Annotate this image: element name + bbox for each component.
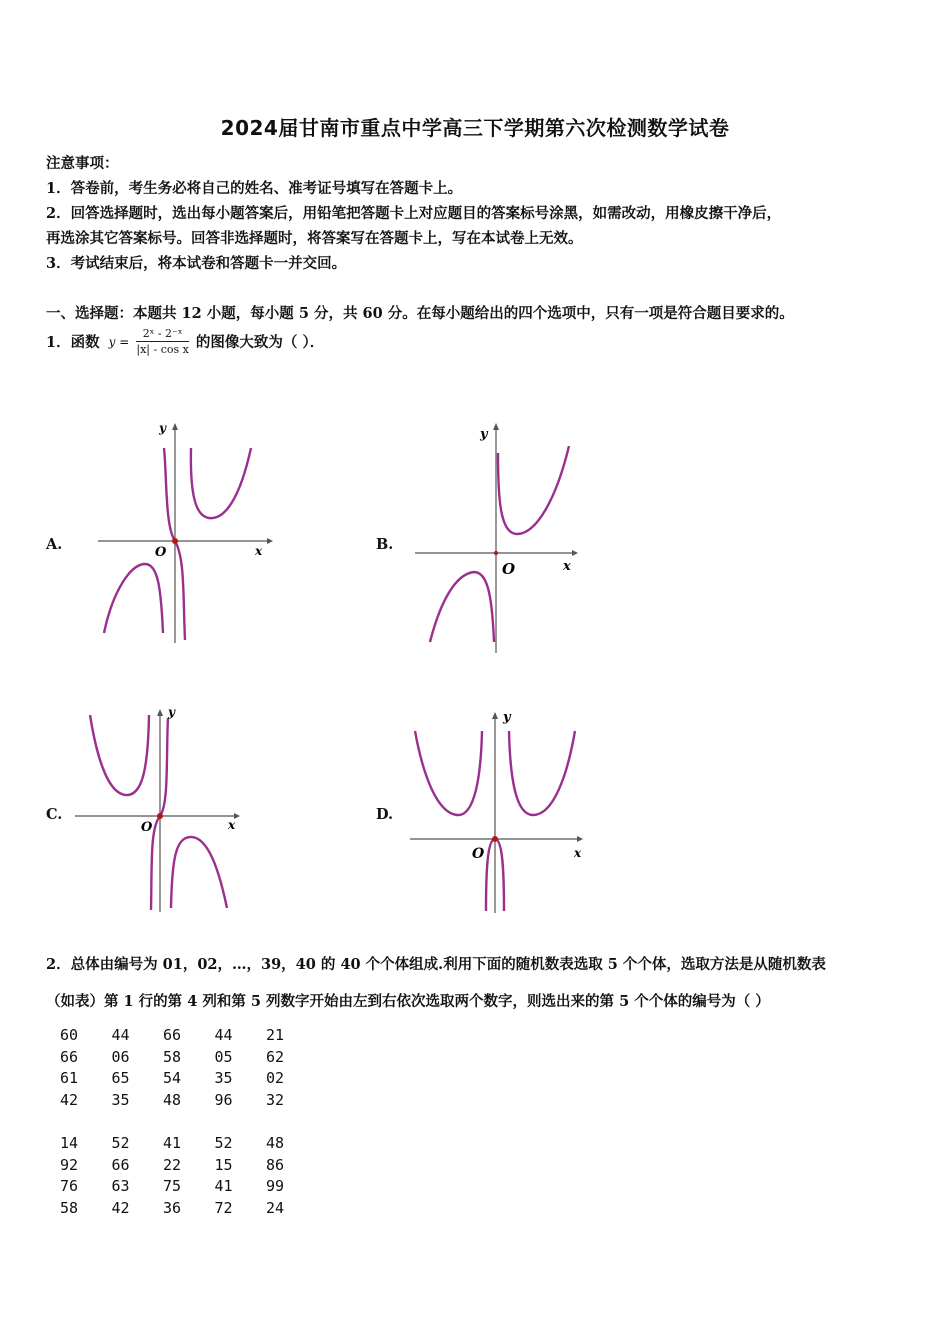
q1-function-fraction [136, 327, 188, 356]
random-cell: 52 [111, 1134, 130, 1152]
random-cell: 15 [214, 1155, 233, 1174]
random-cell: 21 [266, 1026, 285, 1044]
random-cell: 96 [214, 1090, 233, 1109]
graph-b-origin-label: O [502, 560, 516, 578]
question-1 [46, 327, 324, 356]
graph-c-y-label: y [168, 705, 175, 719]
note-item-1: 1．答卷前，考生务必将自己的姓名、准考证号填写在答题卡上。 [46, 180, 463, 197]
random-table-row [60, 1048, 318, 1070]
section-heading: 一、选择题：本题共 12 小题，每小题 5 分，共 60 分。在每小题给出的四个选项中，只有一项是符合题目要求的。 [46, 305, 794, 322]
graph-c-origin-label: O [141, 820, 153, 835]
q1-suffix: 的图像大致为（ ）． [195, 334, 325, 351]
graph-d-x-label: x [574, 846, 582, 860]
random-cell: 35 [214, 1069, 233, 1088]
random-cell: 02 [266, 1069, 285, 1088]
graph-d-origin-label: O [472, 846, 485, 862]
random-cell: 86 [266, 1155, 285, 1174]
random-cell: 62 [266, 1047, 285, 1066]
graph-option-d [405, 705, 590, 920]
random-cell: 42 [60, 1090, 79, 1109]
random-cell: 42 [111, 1198, 130, 1217]
note-item-2-cont: 再选涂其它答案标号。回答非选择题时，将答案写在答题卡上，写在本试卷上无效。 [46, 230, 583, 247]
q1-prefix: 1．函数 [46, 334, 100, 351]
random-cell: 66 [111, 1155, 130, 1174]
random-cell: 44 [111, 1026, 130, 1044]
graph-a-y-label: y [159, 421, 166, 435]
random-cell: 32 [266, 1090, 285, 1109]
q1-func-denominator: |x| - cos x [136, 343, 189, 356]
random-table-block-1 [60, 1026, 318, 1112]
question-2-line-1: 2．总体由编号为 01，02，…，39，40 的 40 个个体组成.利用下面的随机数表选取 5 个个体，选取方法是从随机数表 [46, 956, 826, 973]
note-item-3: 3．考试结束后，将本试卷和答题卡一并交回。 [46, 255, 347, 272]
random-cell: 75 [163, 1177, 182, 1196]
random-table-row [60, 1156, 318, 1178]
random-cell: 66 [60, 1047, 79, 1066]
random-table-row [60, 1069, 318, 1091]
graph-a-origin-label: O [155, 545, 167, 560]
random-cell: 58 [163, 1047, 182, 1066]
graph-c-x-label: x [228, 818, 236, 832]
random-cell: 92 [60, 1155, 79, 1174]
random-table-row [60, 1199, 318, 1221]
random-cell: 52 [214, 1134, 233, 1152]
random-table-row [60, 1026, 318, 1048]
random-cell: 48 [163, 1090, 182, 1109]
graph-option-c [72, 700, 252, 920]
random-cell: 58 [60, 1198, 79, 1217]
random-table-row [60, 1134, 318, 1156]
note-item-2: 2．回答选择题时，选出每小题答案后，用铅笔把答题卡上对应题目的答案标号涂黑，如需改动，用橡皮擦干净后， [46, 205, 782, 222]
page-title: 2024届甘南市重点中学高三下学期第六次检测数学试卷 [220, 116, 730, 140]
random-table-block-2 [60, 1134, 318, 1220]
notes-heading: 注意事项： [46, 155, 119, 172]
random-cell: 76 [60, 1177, 79, 1196]
random-cell: 63 [111, 1177, 130, 1196]
option-a-label: A. [46, 536, 63, 553]
random-cell: 48 [266, 1134, 285, 1152]
random-cell: 60 [60, 1026, 79, 1044]
random-cell: 99 [266, 1177, 285, 1196]
graph-a-x-label: x [255, 544, 263, 558]
q1-func-lhs: y = [108, 334, 130, 349]
random-cell: 44 [214, 1026, 233, 1044]
graph-option-a [95, 418, 275, 648]
random-table-row [60, 1177, 318, 1199]
random-cell: 61 [60, 1069, 79, 1088]
option-d-label: D. [376, 806, 394, 823]
random-cell: 66 [163, 1026, 182, 1044]
random-cell: 41 [163, 1134, 182, 1152]
question-2-line-2: （如表）第 1 行的第 4 列和第 5 列数字开始由左到右依次选取两个数字，则选出来的第 5 个个体的编号为（ ） [46, 993, 770, 1010]
random-cell: 41 [214, 1177, 233, 1196]
graph-d-y-label: y [503, 710, 511, 725]
option-c-label: C. [46, 806, 63, 823]
random-table-row [60, 1091, 318, 1113]
random-cell: 06 [111, 1047, 130, 1066]
random-cell: 54 [163, 1069, 182, 1088]
random-cell: 14 [60, 1134, 79, 1152]
random-cell: 24 [266, 1198, 285, 1217]
option-b-label: B. [376, 536, 394, 553]
graph-option-b [410, 418, 590, 658]
random-cell: 22 [163, 1155, 182, 1174]
graph-b-x-label: x [563, 559, 571, 574]
random-cell: 72 [214, 1198, 233, 1217]
random-cell: 36 [163, 1198, 182, 1217]
q1-func-numerator: 2ˣ - 2⁻ˣ [136, 327, 188, 342]
graph-b-y-label: y [480, 427, 488, 442]
random-cell: 35 [111, 1090, 130, 1109]
random-cell: 65 [111, 1069, 130, 1088]
random-cell: 05 [214, 1047, 233, 1066]
